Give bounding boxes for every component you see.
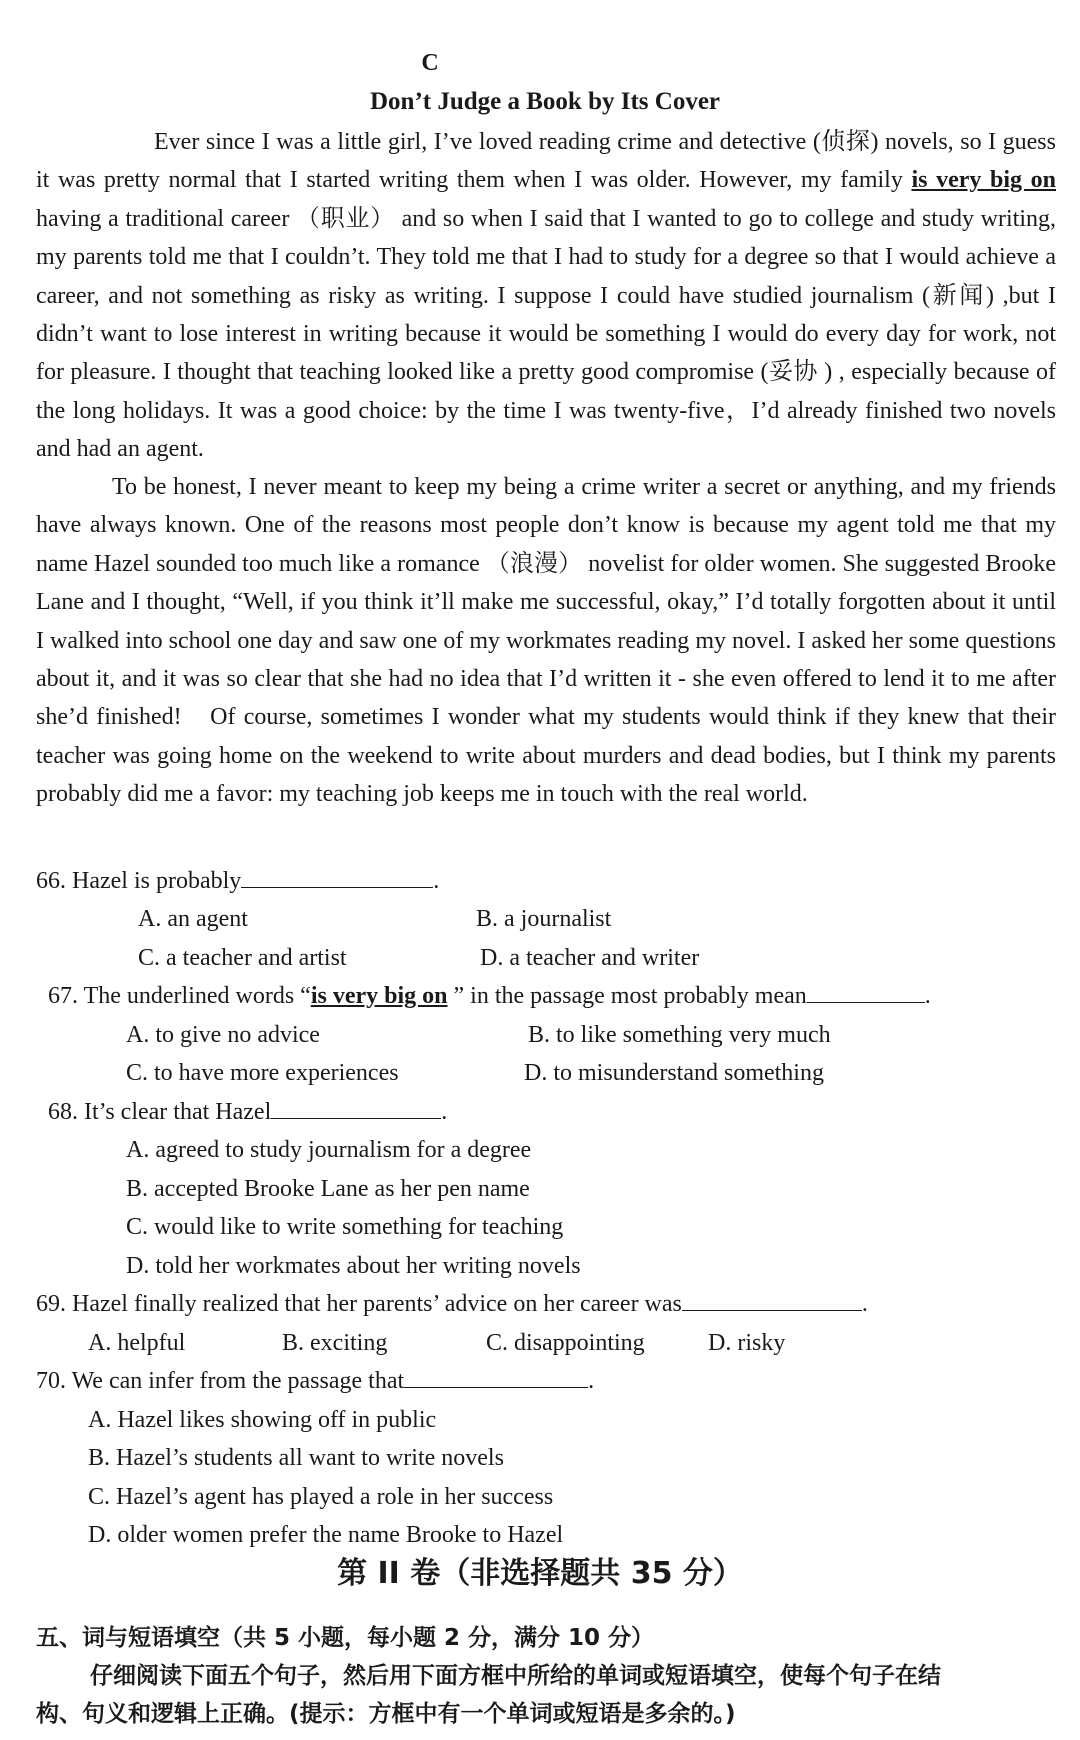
option-69-c: C. disappointing [486,1330,645,1356]
option-70-a: A. Hazel likes showing off in public [88,1407,437,1433]
option-67-a: A. to give no advice [126,1022,320,1048]
option-68-a: A. agreed to study journalism for a degree [126,1137,532,1163]
passage-paragraph-2 [36,468,1056,814]
question-end: . [433,868,440,894]
option-69-d: D. risky [708,1330,786,1356]
question-67 [48,977,931,1015]
question-68-stem: 68. It’s clear that Hazel [48,1099,272,1125]
question-67-stem-b: ” in the passage most probably mean [447,983,807,1009]
section-5-title: 五、词与短语填空（共 5 小题，每小题 2 分，满分 10 分） [36,1625,655,1651]
question-68 [48,1093,447,1131]
question-end: . [861,1291,868,1317]
option-66-c: C. a teacher and artist [138,945,347,971]
question-70-stem: 70. We can infer from the passage that [36,1368,405,1394]
paragraph-1-text-b: having a traditional career （职业） and so when I said that I wanted to go to college and study writing, my parents told me that I couldn’t. They told me that I had to study for a degree so that I would achieve a career, and not something as risky as writing. I suppose I could have studied journalism (新闻) ,but I didn’t want to lose interest in writing because it would be something I would do every day for work, not for pleasure. I thought that teaching looked like a pretty good compromise (妥协 ) , especially because of the long holidays. It was a good choice: by the time I was twenty-five，I’d already finished two novels and had an agent. [36,205,1056,463]
answer-blank [271,1098,441,1119]
question-end: . [588,1368,595,1394]
question-67-underlined: is very big on [310,983,448,1009]
question-end: . [924,983,931,1009]
answer-blank [241,867,433,888]
paragraph-1-text-a: Ever since I was a little girl, I’ve loved reading crime and detective (侦探) novels, so I guess it was pretty normal that I started writing them when I was older. However, my family [36,129,1056,194]
question-70 [36,1362,594,1400]
question-69 [36,1285,868,1323]
option-68-c: C. would like to write something for teaching [126,1214,564,1240]
option-70-b: B. Hazel’s students all want to write novels [88,1445,504,1471]
underlined-phrase: is very big on [911,167,1056,194]
question-66 [36,862,439,900]
paragraph-2-text: To be honest, I never meant to keep my being a crime writer a secret or anything, and my friends have always known. One of the reasons most people don’t know is because my agent told me that my name Hazel sounded too much like a romance （浪漫） novelist for older women. She suggested Brooke Lane and I thought, “Well, if you think it’ll make me successful, okay,” I’d totally forgotten about it until I walked into school one day and saw one of my workmates reading my novel. I asked her some questions about it, and it was so clear that she had no idea that I’d written it - she even offered to lend it to me after she’d finished! Of course, sometimes I wonder what my students would think if they knew that their teacher was going home on the weekend to write about murders and dead bodies, but I think my parents probably did me a favor: my teaching job keeps me in touch with the real world. [36,474,1056,808]
answer-blank [404,1367,588,1388]
option-66-a: A. an agent [138,906,248,932]
passage-paragraph-1 [36,123,1056,469]
option-66-b: B. a journalist [476,906,612,932]
part-2-heading: 第 II 卷（非选择题共 35 分） [337,1556,743,1591]
option-68-b: B. accepted Brooke Lane as her pen name [126,1176,530,1202]
instruction-line-2: 构、句义和逻辑上正确。(提示：方框中有一个单词或短语是多余的。) [36,1701,736,1727]
answer-blank [807,982,925,1003]
option-70-c: C. Hazel’s agent has played a role in her success [88,1484,554,1510]
option-69-b: B. exciting [282,1330,388,1356]
option-66-d: D. a teacher and writer [480,945,700,971]
option-68-d: D. told her workmates about her writing novels [126,1253,581,1279]
option-67-b: B. to like something very much [528,1022,831,1048]
question-67-stem-a: 67. The underlined words “ [48,983,311,1009]
section-letter: C [421,50,439,76]
answer-blank [682,1290,862,1311]
question-66-stem: 66. Hazel is probably [36,868,242,894]
option-69-a: A. helpful [88,1330,186,1356]
question-69-stem: 69. Hazel finally realized that her parents’ advice on her career was [36,1291,682,1317]
passage-title: Don’t Judge a Book by Its Cover [369,88,721,115]
option-67-c: C. to have more experiences [126,1060,399,1086]
question-end: . [441,1099,448,1125]
option-70-d: D. older women prefer the name Brooke to Hazel [88,1522,564,1548]
instruction-line-1: 仔细阅读下面五个句子，然后用下面方框中所给的单词或短语填空，使每个句子在结 [90,1663,941,1689]
option-67-d: D. to misunderstand something [524,1060,824,1086]
